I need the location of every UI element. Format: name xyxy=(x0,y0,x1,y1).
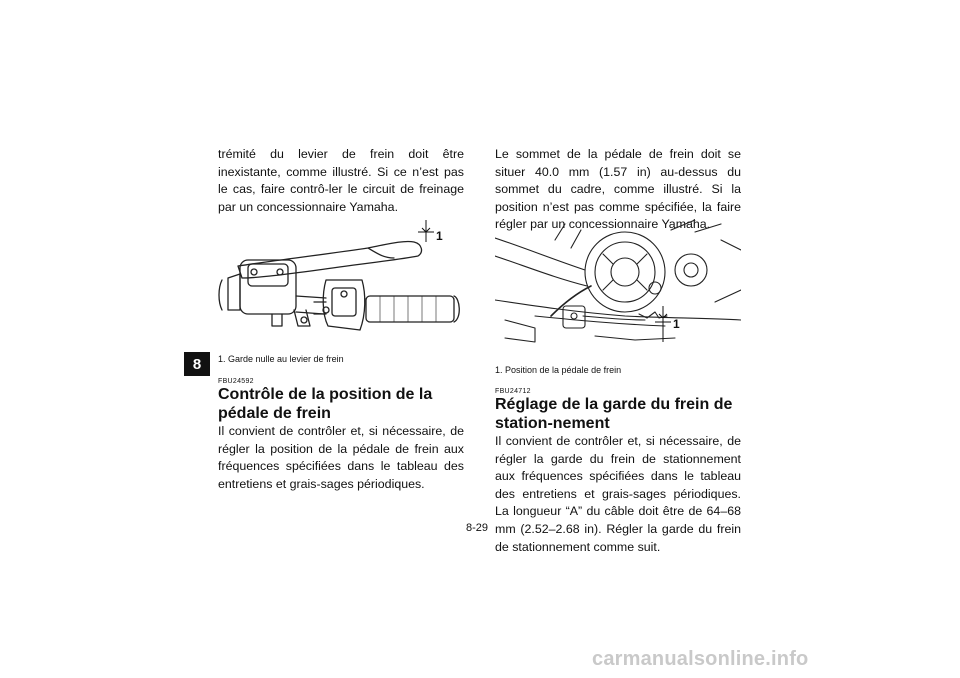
right-section-body: Il convient de contrôler et, si nécessaire, de régler la garde du frein de stationnement aux fréquences spécifiées dans le tableau des entretiens et grais-sages périodiques. La longueur “A” du câble doit être de 64–68 mm (2.52–2.68 in). Régler la garde du frein de stationnement comme suit. xyxy=(495,434,741,554)
right-figure-caption-wrap xyxy=(495,365,741,376)
watermark-link[interactable]: carmanualsonline.info xyxy=(592,648,809,670)
right-section xyxy=(495,388,741,556)
right-figure-caption: 1. Position de la pédale de frein xyxy=(495,365,622,375)
left-figure-callout: 1 xyxy=(436,229,443,243)
engine-cover-shape xyxy=(585,232,665,312)
left-figure-caption-wrap xyxy=(218,354,464,365)
right-figure-callout: 1 xyxy=(673,317,680,331)
chapter-tab: 8 xyxy=(184,352,210,376)
brake-lever-illustration xyxy=(218,214,464,348)
grip-shape xyxy=(366,296,454,322)
brake-pedal-illustration xyxy=(495,220,741,358)
left-section-code: FBU24592 xyxy=(218,378,254,385)
left-section-body: Il convient de contrôler et, si nécessaire, de régler la position de la pédale de frein aux fréquences spécifiées dans le tableau des entretiens et grais-sages périodiques. xyxy=(218,424,464,491)
right-section-code: FBU24712 xyxy=(495,388,531,395)
left-column xyxy=(218,146,464,216)
left-figure-caption: 1. Garde nulle au levier de frein xyxy=(218,354,344,364)
page-number: 8-29 xyxy=(466,522,489,534)
right-section-heading: Réglage de la garde du frein de station-nement xyxy=(495,396,733,432)
right-intro-text: Le sommet de la pédale de frein doit se situer 40.0 mm (1.57 in) au-dessus du sommet du cadre, comme illustré. Si la position n’est pas comme spécifiée, la faire régler par un concessionnaire Yamaha. xyxy=(495,147,741,232)
left-intro-text: trémité du levier de frein doit être inexistante, comme illustré. Si ce n’est pas le cas, faire contrô-ler le circuit de freinage par un concessionnaire Yamaha. xyxy=(218,147,464,214)
left-section-heading: Contrôle de la position de la pédale de frein xyxy=(218,386,433,422)
left-section xyxy=(218,378,464,493)
